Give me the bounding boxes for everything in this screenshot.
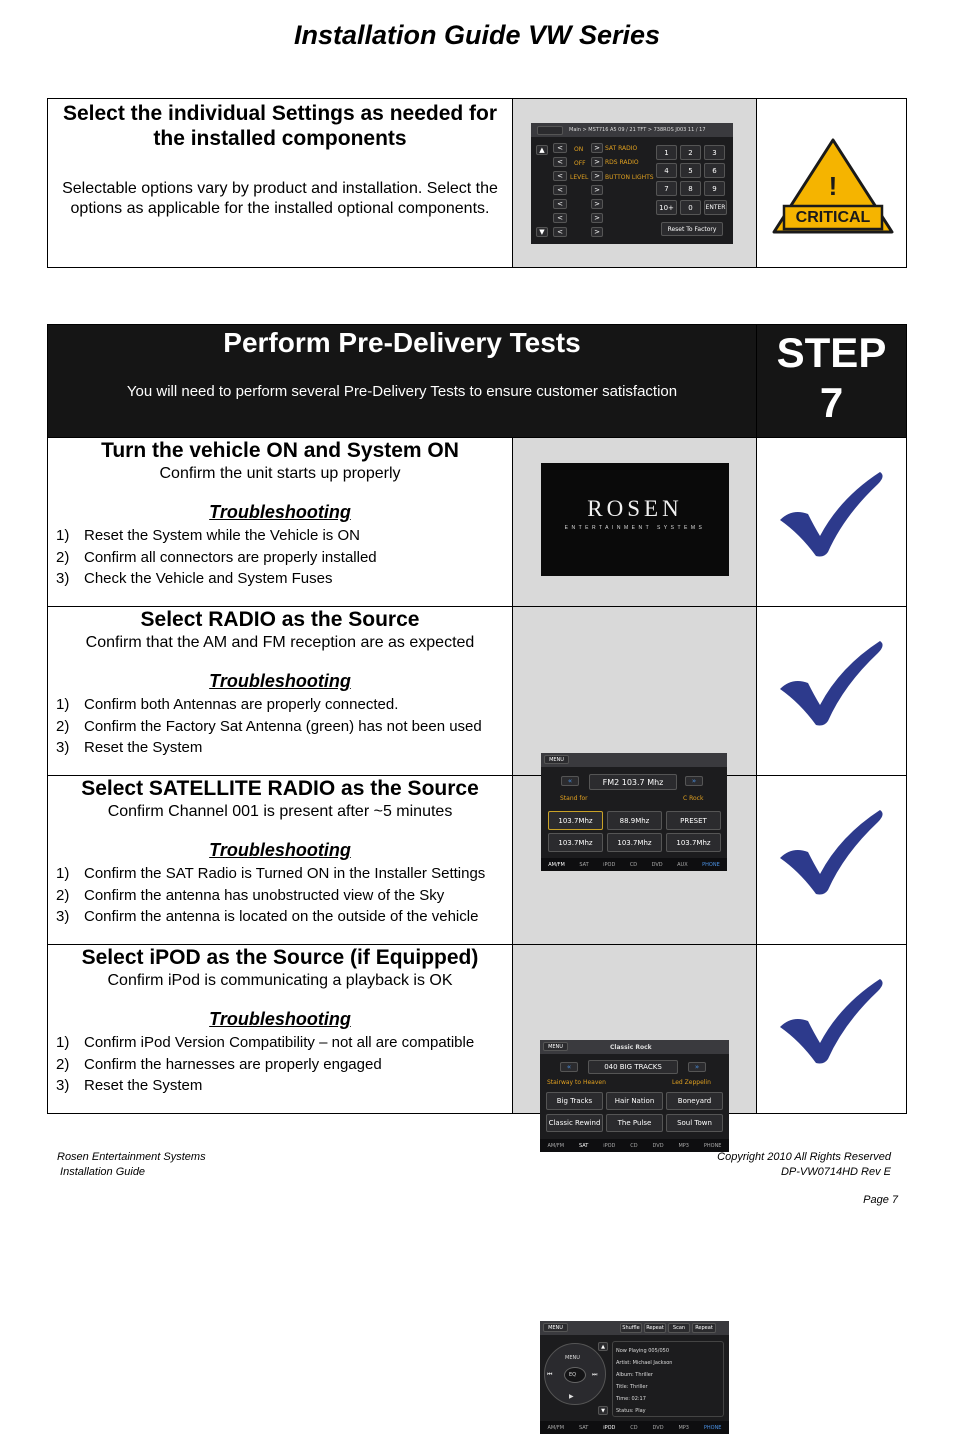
checkmark-icon (778, 808, 884, 896)
list-item (56, 1054, 512, 1076)
setting-sat-radio[interactable]: SAT RADIO (605, 145, 638, 152)
item-text: Confirm the harnesses are properly engaged (84, 1055, 382, 1073)
key-3[interactable]: 3 (704, 145, 725, 160)
item-text: Confirm the antenna is located on the outside of the vehicle (84, 908, 479, 925)
ipod-info-line: Now Playing 005/050 (616, 1348, 669, 1354)
setting-rds-radio[interactable]: RDS RADIO (605, 159, 639, 166)
source-tab[interactable]: CD (629, 861, 638, 868)
preset-button[interactable]: 103.7Mhz (666, 833, 721, 852)
sat-preset-button[interactable]: The Pulse (606, 1114, 663, 1132)
source-tab[interactable]: DVD (652, 1142, 664, 1149)
test-confirm: Confirm that the AM and FM reception are as expected (85, 634, 475, 651)
settings-header-text: Main > MST716 A5 09 / 21 TFT > 738ROS J003 11 / 17 (569, 127, 706, 133)
item-number: 3) (56, 739, 70, 756)
list-item (56, 863, 512, 885)
right-arrow-1[interactable]: > (591, 143, 603, 153)
play-pause-icon[interactable]: ▶ (569, 1393, 574, 1400)
key-6[interactable]: 6 (704, 163, 725, 178)
source-tab[interactable]: CD (630, 1424, 638, 1431)
ipod-info-line: Time: 02:17 (616, 1396, 646, 1402)
step-word: STEP (776, 329, 887, 376)
page-title: Installation Guide VW Series (293, 20, 661, 50)
item-text: Confirm both Antennas are properly connected. (84, 696, 399, 713)
rosen-logo-screen (541, 463, 729, 576)
source-tab[interactable]: MP3 (678, 1424, 689, 1431)
preset-button[interactable]: 103.7Mhz (548, 811, 603, 830)
radio-left-info: Stand for (560, 795, 588, 802)
step-number: 7 (819, 379, 844, 426)
left-arrow-3[interactable]: < (553, 171, 567, 181)
right-arrow-5[interactable]: > (591, 199, 603, 209)
test-title: Select RADIO as the Source (140, 608, 420, 631)
sat-song: Stairway to Heaven (547, 1079, 606, 1086)
item-text: Confirm the Factory Sat Antenna (green) has not been used (84, 717, 482, 735)
source-tab-bar (541, 858, 727, 871)
wheel-menu-label: MENU (565, 1355, 580, 1361)
preset-button[interactable]: 103.7Mhz (607, 833, 662, 852)
ipod-info-line: Status: Play (616, 1408, 646, 1414)
page-number: Page 7 (863, 1194, 898, 1206)
item-text: Check the Vehicle and System Fuses (84, 570, 333, 587)
level-label: LEVEL (570, 174, 589, 181)
settings-screenshot (531, 123, 733, 244)
sat-preset-button[interactable]: Hair Nation (606, 1092, 663, 1110)
sat-channel-display: 040 BIG TRACKS (588, 1060, 678, 1074)
footer-company: Rosen Entertainment Systems (57, 1151, 206, 1163)
troubleshooting-list (48, 525, 512, 590)
source-tab[interactable]: AM/FM (547, 1424, 565, 1431)
left-arrow-6[interactable]: < (553, 213, 567, 223)
list-item (56, 568, 512, 590)
item-text: Confirm iPod Version Compatibility – not all are compatible (84, 1034, 475, 1051)
item-number: 1) (56, 1034, 70, 1051)
item-text: Confirm the antenna has unobstructed view of the Sky (84, 886, 445, 904)
list-item (56, 1032, 512, 1054)
checkmark-icon (778, 470, 884, 558)
rosen-logo-name: ROSEN (587, 496, 683, 521)
ipod-info-line: Title: Thriller (616, 1384, 648, 1390)
preset-button[interactable]: 88.9Mhz (607, 811, 662, 830)
source-tab[interactable]: DVD (652, 1424, 664, 1431)
test-text-cell (48, 438, 513, 607)
right-arrow-7[interactable]: > (591, 227, 603, 237)
scroll-up-button[interactable]: ▲ (536, 145, 548, 155)
radio-right-info: C Rock (683, 795, 704, 802)
list-item (56, 694, 512, 716)
source-tab[interactable]: CD (630, 1142, 638, 1149)
previous-track-icon[interactable]: ⏮ (547, 1371, 553, 1378)
right-arrow-4[interactable]: > (591, 185, 603, 195)
key-4[interactable]: 4 (656, 163, 677, 178)
left-arrow-1[interactable]: < (553, 143, 567, 153)
list-item (56, 885, 512, 907)
test-title: Turn the vehicle ON and System ON (101, 439, 459, 462)
list-item (56, 737, 512, 759)
key-8[interactable]: 8 (680, 181, 701, 196)
source-tab[interactable]: PHONE (702, 861, 720, 868)
rosen-logo-tagline: ENTERTAINMENT SYSTEMS (564, 525, 706, 531)
test-text-cell (48, 776, 513, 945)
item-number: 2) (56, 1055, 70, 1073)
test-text-cell (48, 607, 513, 776)
critical-label: CRITICAL (795, 209, 871, 226)
test-confirm: Confirm iPod is communicating a playback is OK (107, 972, 453, 989)
radio-frequency-display: FM2 103.7 Mhz (589, 774, 677, 790)
right-arrow-2[interactable]: > (591, 157, 603, 167)
off-label: OFF (574, 160, 586, 167)
troubleshooting-heading: Troubleshooting (209, 1009, 351, 1029)
sat-menu-button[interactable]: MENU (543, 1042, 568, 1051)
item-number: 1) (56, 527, 70, 544)
source-tab[interactable]: AM/FM (547, 1142, 565, 1149)
repeat-all-button[interactable]: Repeat (692, 1323, 716, 1333)
troubleshooting-list (48, 1032, 512, 1097)
ipod-screenshot (540, 1321, 729, 1434)
radio-menu-button[interactable]: MENU (544, 755, 569, 764)
on-label: ON (574, 146, 584, 153)
scroll-down-button[interactable]: ▼ (536, 227, 548, 237)
footer-right (717, 1150, 891, 1180)
sat-forward-button[interactable]: » (688, 1062, 706, 1072)
left-arrow-7[interactable]: < (553, 227, 567, 237)
source-tab[interactable]: iPOD (603, 1142, 616, 1149)
test-title: Select SATELLITE RADIO as the Source (81, 777, 479, 800)
sat-preset-button[interactable]: Boneyard (666, 1092, 723, 1110)
left-arrow-4[interactable]: < (553, 185, 567, 195)
source-tab[interactable]: iPOD (603, 861, 616, 868)
source-tab[interactable]: SAT (578, 1142, 589, 1149)
footer-part-number: DP-VW0714HD Rev E (780, 1166, 891, 1178)
footer-left (57, 1150, 206, 1180)
source-tab[interactable]: iPOD (603, 1424, 616, 1431)
key-1[interactable]: 1 (656, 145, 677, 160)
source-tab[interactable]: DVD (651, 861, 663, 868)
shuffle-button[interactable]: Shuffle (620, 1323, 642, 1333)
checkmark-icon (778, 977, 884, 1065)
checkmark-icon (778, 639, 884, 727)
ipod-info-line: Artist: Michael Jackson (616, 1360, 673, 1366)
tests-banner (48, 325, 757, 438)
item-text: Confirm all connectors are properly installed (84, 548, 377, 566)
sat-back-button[interactable]: « (560, 1062, 578, 1072)
settings-text-cell (48, 99, 513, 268)
test-title: Select iPOD as the Source (if Equipped) (81, 946, 479, 969)
right-arrow-6[interactable]: > (591, 213, 603, 223)
item-number: 3) (56, 908, 70, 925)
item-number: 3) (56, 570, 70, 587)
key-enter[interactable]: ENTER (704, 200, 727, 215)
scan-button[interactable]: Scan (668, 1323, 690, 1333)
list-item (56, 547, 512, 569)
key-0[interactable]: 0 (680, 200, 701, 215)
list-up-button[interactable]: ▲ (598, 1342, 608, 1351)
warning-exclamation: ! (828, 171, 838, 201)
seek-back-button[interactable]: « (561, 776, 579, 786)
troubleshooting-list (48, 863, 512, 928)
key-2[interactable]: 2 (680, 145, 701, 160)
ipod-info-line: Album: Thriller (616, 1372, 653, 1378)
source-tab[interactable]: PHONE (703, 1424, 722, 1431)
back-button[interactable] (537, 126, 563, 135)
item-number: 2) (56, 886, 70, 904)
seek-forward-button[interactable]: » (685, 776, 703, 786)
key-5[interactable]: 5 (680, 163, 701, 178)
item-number: 2) (56, 717, 70, 735)
step-cell (757, 325, 907, 438)
item-number: 3) (56, 1077, 70, 1094)
sat-preset-button[interactable]: Classic Rewind (546, 1114, 603, 1132)
source-tab[interactable]: SAT (578, 1424, 589, 1431)
tests-banner-title: Perform Pre-Delivery Tests (223, 327, 581, 358)
repeat-button[interactable]: Repeat (644, 1323, 666, 1333)
list-item (56, 1075, 512, 1097)
test-text-cell (48, 945, 513, 1114)
wheel-eq-label: EQ (569, 1372, 577, 1378)
source-tab[interactable]: MP3 (678, 1142, 689, 1149)
test-confirm: Confirm the unit starts up properly (159, 465, 401, 482)
settings-heading: Select the individual Settings as needed for the installed components (62, 102, 498, 150)
item-number: 1) (56, 696, 70, 713)
list-item (56, 906, 512, 928)
sat-screenshot (540, 1040, 729, 1152)
list-item (56, 716, 512, 738)
key-9[interactable]: 9 (704, 181, 725, 196)
next-track-icon[interactable]: ⏭ (592, 1371, 598, 1378)
key-7[interactable]: 7 (656, 181, 677, 196)
sat-artist: Led Zeppelin (672, 1079, 711, 1086)
list-down-button[interactable]: ▼ (598, 1406, 608, 1415)
sat-title: Classic Rock (610, 1044, 652, 1051)
troubleshooting-list (48, 694, 512, 759)
source-tab[interactable]: AM/FM (548, 861, 565, 868)
source-tab-bar (540, 1421, 729, 1434)
setting-button-lights[interactable]: BUTTON LIGHTS (605, 174, 654, 181)
settings-body: Selectable options vary by product and installation. Select the options as applicable for the installed optional components. (62, 180, 498, 217)
left-arrow-2[interactable]: < (553, 157, 567, 167)
item-text: Reset the System (84, 739, 203, 756)
item-number: 2) (56, 548, 70, 566)
radio-screenshot (541, 753, 727, 871)
test-confirm: Confirm Channel 001 is present after ~5 minutes (107, 803, 453, 820)
ipod-menu-button[interactable]: MENU (543, 1323, 568, 1332)
key-10-plus[interactable]: 10+ (656, 200, 677, 215)
item-text: Reset the System (84, 1077, 203, 1094)
footer-doc: Installation Guide (57, 1166, 146, 1178)
troubleshooting-heading: Troubleshooting (209, 502, 351, 522)
sat-preset-button[interactable]: Big Tracks (546, 1092, 603, 1110)
list-item (56, 525, 512, 547)
troubleshooting-heading: Troubleshooting (209, 840, 351, 860)
source-tab[interactable]: AUX (677, 861, 688, 868)
item-text: Reset the System while the Vehicle is ON (84, 527, 360, 544)
left-arrow-5[interactable]: < (553, 199, 567, 209)
test-image-cell (513, 607, 757, 776)
preset-button[interactable]: 103.7Mhz (548, 833, 603, 852)
tests-banner-subtitle: You will need to perform several Pre-Delivery Tests to ensure customer satisfaction (126, 383, 678, 400)
troubleshooting-heading: Troubleshooting (209, 671, 351, 691)
source-tab[interactable]: PHONE (703, 1142, 722, 1149)
reset-factory-button[interactable]: Reset To Factory (661, 222, 723, 236)
item-number: 1) (56, 865, 70, 882)
preset-button[interactable]: PRESET (666, 811, 721, 830)
item-text: Confirm the SAT Radio is Turned ON in the Installer Settings (84, 865, 486, 882)
source-tab[interactable]: SAT (579, 861, 589, 868)
sat-preset-button[interactable]: Soul Town (666, 1114, 723, 1132)
footer-copyright: Copyright 2010 All Rights Reserved (717, 1151, 891, 1163)
right-arrow-3[interactable]: > (591, 171, 603, 181)
source-tab-bar (540, 1139, 729, 1152)
